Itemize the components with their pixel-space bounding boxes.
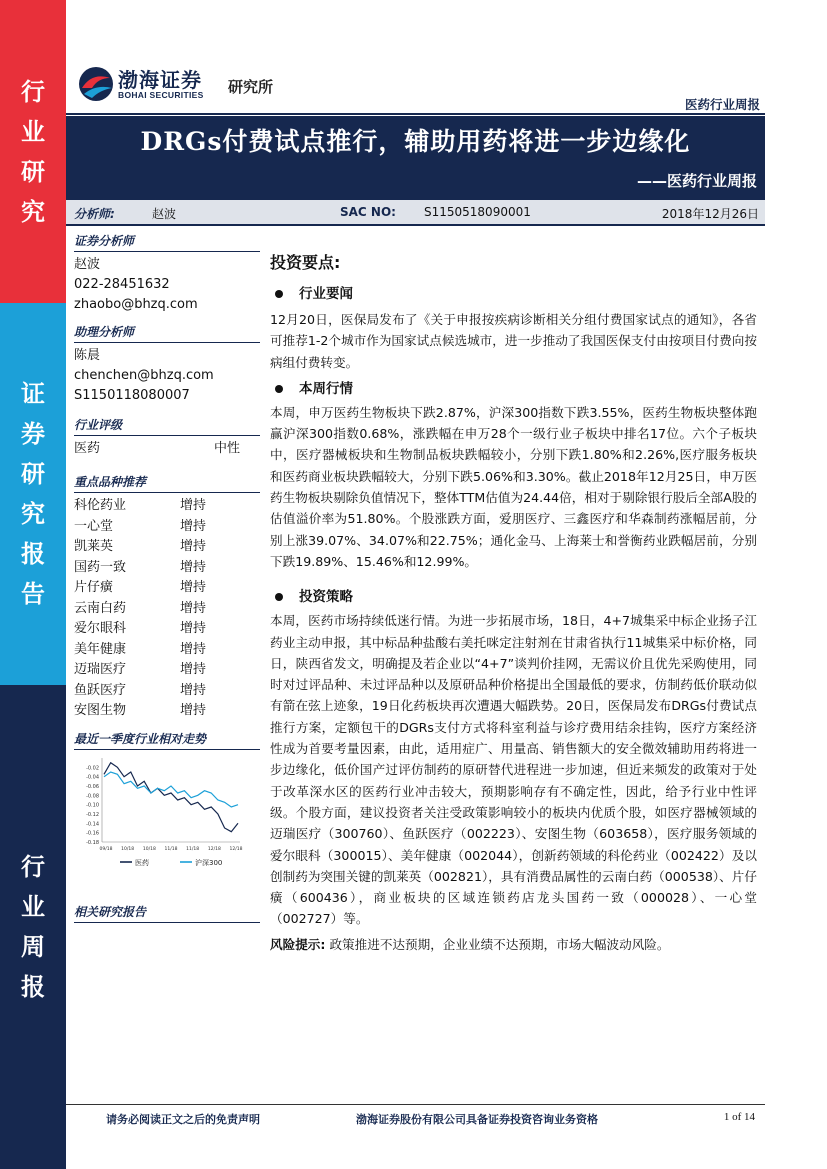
strip-char: 业 [21,892,45,921]
section-heading-market [270,378,757,400]
pick-rating: 增持 [180,662,207,677]
analyst-label: 分析师: [74,207,115,221]
strip-char: 究 [21,196,45,226]
list-item [74,681,260,702]
analyst-name: 赵波 [74,257,101,272]
pick-rating: 增持 [180,682,207,698]
y-tick-label: -0.12 [86,812,99,818]
bullet-icon [275,290,283,298]
legend-label: 沪深300 [195,859,223,867]
info-bar [66,200,765,226]
bohai-logo [78,62,298,106]
strip-char: 告 [21,579,45,608]
pick-rating: 增持 [180,703,207,718]
y-tick-label: -0.06 [86,784,99,790]
sidebar [74,232,260,753]
pick-name: 美年健康 [74,641,127,657]
x-tick-label: 10/18 [142,847,156,852]
x-tick-label: 12/18 [229,847,243,852]
left-strip-industry-research [0,0,66,303]
assistant-number: S1150118080007 [74,388,190,403]
bullet-icon [275,593,283,601]
pick-name: 凯莱英 [74,539,114,554]
x-tick-label: 11/18 [164,847,178,852]
x-tick-label: 12/18 [207,847,221,852]
related-section-heading: 相关研究报告 [74,903,260,923]
assistant-name: 陈晨 [74,348,101,363]
section-heading-news [270,283,757,305]
trend-section-heading: 最近一季度行业相对走势 [74,730,260,750]
list-item [74,619,260,640]
list-item [74,660,260,681]
brand-en: BOHAI SECURITIES [118,90,204,100]
section-heading-text: 本周行情 [299,380,353,397]
assistant-email[interactable]: chenchen@bhzq.com [74,368,214,383]
y-tick-label: -0.04 [86,774,99,781]
pick-rating: 增持 [180,621,207,636]
news-paragraph: 12月20日，医保局发布了《关于申报按疾病诊断相关分组付费国家试点的通知》，各省可推荐1-2个城市作为国家试点候选城市，进一步推动了我国医保支付由按项目付费向按病组付费转变。 [270,312,757,370]
risk-text: 政策推进不达预期，企业业绩不达预期，市场大幅波动风险。 [329,936,670,952]
pick-rating: 增持 [180,641,207,657]
strip-char: 券 [21,419,45,448]
strip-char: 行 [21,76,45,106]
left-strip-securities-report [0,303,66,685]
strategy-paragraph: 本周，医药市场持续低迷行情。为进一步拓展市场，18日，4+7城集采中标企业扬子江药业主动申报，其中标品种盐酸右美托咪定注射剂在甘肃省执行11城集采中标价格，同日，陕西省发文，明确提及若企业以“4+7”谈判价挂网，无需议价且优先采购使用，同时对过评品种、未过评品种以及原研品种价格提出全国最低的要求，仿制药低价联动似有箭在弦上迹象，19日化药板块再次遭遇大幅跌势。20日，医保局发布DRGs付费试点推行方案，定额包干的DGRs支付方式将科室利益与诊疗费用结余挂钩，医疗方案经济性成为首要考量因素，由此，适用症广、用量高、销售额大的安全微效辅助用药将进一步边缘化，低价国产过评仿制药的原研替代进程进一步加速，但近来频发的政策对于处于改革深水区的医药行业冲击较大，预期影响存有不确定性，因此，给予行业中性评级。个股方面，建议投资者关注受政策影响较小的板块内优质个股，如医疗器械领域的迈瑞医疗（300760）、鱼跃医疗（002223）、安图生物（603658），医疗服务领域的爱尔眼科（300015）、美年健康（002044），创新药领域的科伦药业（002422）及以创制药为突围关键的凯莱英（002821），具有消费品属性的云南白药（000538）、片仔癀（600436），商业板块的区域连锁药店龙头国药一致（000028）、一心堂（002727）等。 [270,613,757,927]
strip-char: 研 [21,459,45,488]
list-item [74,701,260,722]
section-heading-text: 投资策略 [299,589,353,606]
strip-char: 周 [21,932,45,961]
y-tick-label: -0.14 [86,821,99,828]
bohai-logo-icon [78,64,114,104]
x-tick-label: 10/18 [121,847,135,852]
analyst-name: 赵波 [152,207,177,221]
pick-name: 一心堂 [74,518,114,534]
analyst-phone: 022-28451632 [74,277,170,292]
pick-name: 迈瑞医疗 [74,662,127,677]
bullet-icon [275,385,283,393]
assistant-section-heading: 助理分析师 [74,323,260,343]
footer [66,1104,765,1124]
y-tick-label: -0.18 [86,840,99,846]
x-tick-label: 11/18 [186,847,200,852]
title-band [66,116,765,200]
picks-list [74,496,260,722]
section-heading-strategy [270,586,757,608]
pick-name: 安图生物 [74,703,127,718]
legend-label: 医药 [135,859,149,867]
section-heading-text: 行业要闻 [299,286,353,302]
sac-label: SAC NO: [340,205,396,219]
risk-label: 风险提示: [270,936,326,952]
market-paragraph: 本周，申万医药生物板块下跌2.87%，沪深300指数下跌3.55%，医药生物板块整体跑赢沪深300指数0.68%，涨跌幅在申万28个一级行业子板块中排名17位。六个子板块中，医疗器械板块和生物制品板块跌幅较小，分别下跌1.80%和2.26%,医疗服务板块和医药商业板块跌幅较大，分别下跌5.06%和3.30%。截止2018年12月25日，申万医药生物板块剔除负值情况下，整体TTM估值为24.44倍，相对于剔除银行股后全部A股的估值溢价率为51.80%。个股涨跌方面，爱朋医疗、三鑫医疗和华森制药涨幅居前，分别上涨39.07%、34.07%和22.75%；通化金马、上海莱士和誉衡药业跌幅居前，分别下跌19.89%、15.46%和12.99%。 [270,404,757,569]
header-rule [66,113,765,115]
list-item [74,578,260,599]
strip-char: 报 [21,972,45,1001]
pick-name: 鱼跃医疗 [74,682,127,698]
rating-value: 中性 [214,441,241,456]
pick-name: 爱尔眼科 [74,621,127,636]
list-item [74,517,260,538]
y-tick-label: -0.02 [86,765,99,772]
rating-row [74,439,260,459]
main-content [270,250,757,955]
page-number: 1 of 14 [723,1111,755,1123]
pick-name: 云南白药 [74,600,127,616]
pick-rating: 增持 [180,518,207,534]
report-date: 2018年12月26日 [661,207,759,221]
trend-chart-svg [76,750,246,880]
strip-char: 研 [21,156,45,186]
pick-rating: 增持 [180,580,207,595]
y-tick-label: -0.08 [86,793,99,800]
license-note: 渤海证券股份有限公司具备证券投资咨询业务资格 [356,1113,598,1126]
pick-rating: 增持 [180,498,207,513]
pick-name: 片仔癀 [74,580,114,595]
report-subtitle: ——医药行业周报 [636,172,757,190]
analyst-email[interactable]: zhaobo@bhzq.com [74,297,198,312]
trend-chart [76,750,246,880]
rating-section-heading: 行业评级 [74,416,260,436]
report-type: 医药行业周报 [684,97,760,112]
series-line-pharma [104,763,238,832]
y-tick-label: -0.16 [86,830,99,837]
strip-char: 业 [21,116,45,146]
pick-name: 国药一致 [74,559,127,575]
risk-note [270,934,757,955]
strip-char: 究 [21,499,45,528]
report-title: DRGs付费试点推行，辅助用药将进一步边缘化 [140,127,691,156]
y-tick-label: -0.10 [86,802,99,809]
sac-number: S1150518090001 [424,205,531,219]
rating-industry: 医药 [74,441,101,456]
brand-cn: 渤海证券 [118,68,202,92]
institute-label: 研究所 [228,78,274,96]
left-strip-weekly [0,685,66,1169]
list-item [74,558,260,579]
strip-char: 证 [21,379,45,408]
picks-section-heading: 重点品种推荐 [74,473,260,493]
analyst-section-heading: 证券分析师 [74,232,260,252]
list-item [74,537,260,558]
list-item [74,496,260,517]
pick-name: 科伦药业 [74,498,127,513]
strip-char: 行 [21,852,45,881]
strip-char: 报 [21,539,45,568]
list-item [74,640,260,661]
disclaimer-note[interactable]: 请务必阅读正文之后的免责声明 [106,1113,260,1126]
pick-rating: 增持 [180,559,207,575]
pick-rating: 增持 [180,539,207,554]
x-tick-label: 09/18 [99,847,113,852]
pick-rating: 增持 [180,600,207,616]
key-points-title: 投资要点: [270,253,341,272]
list-item [74,599,260,620]
